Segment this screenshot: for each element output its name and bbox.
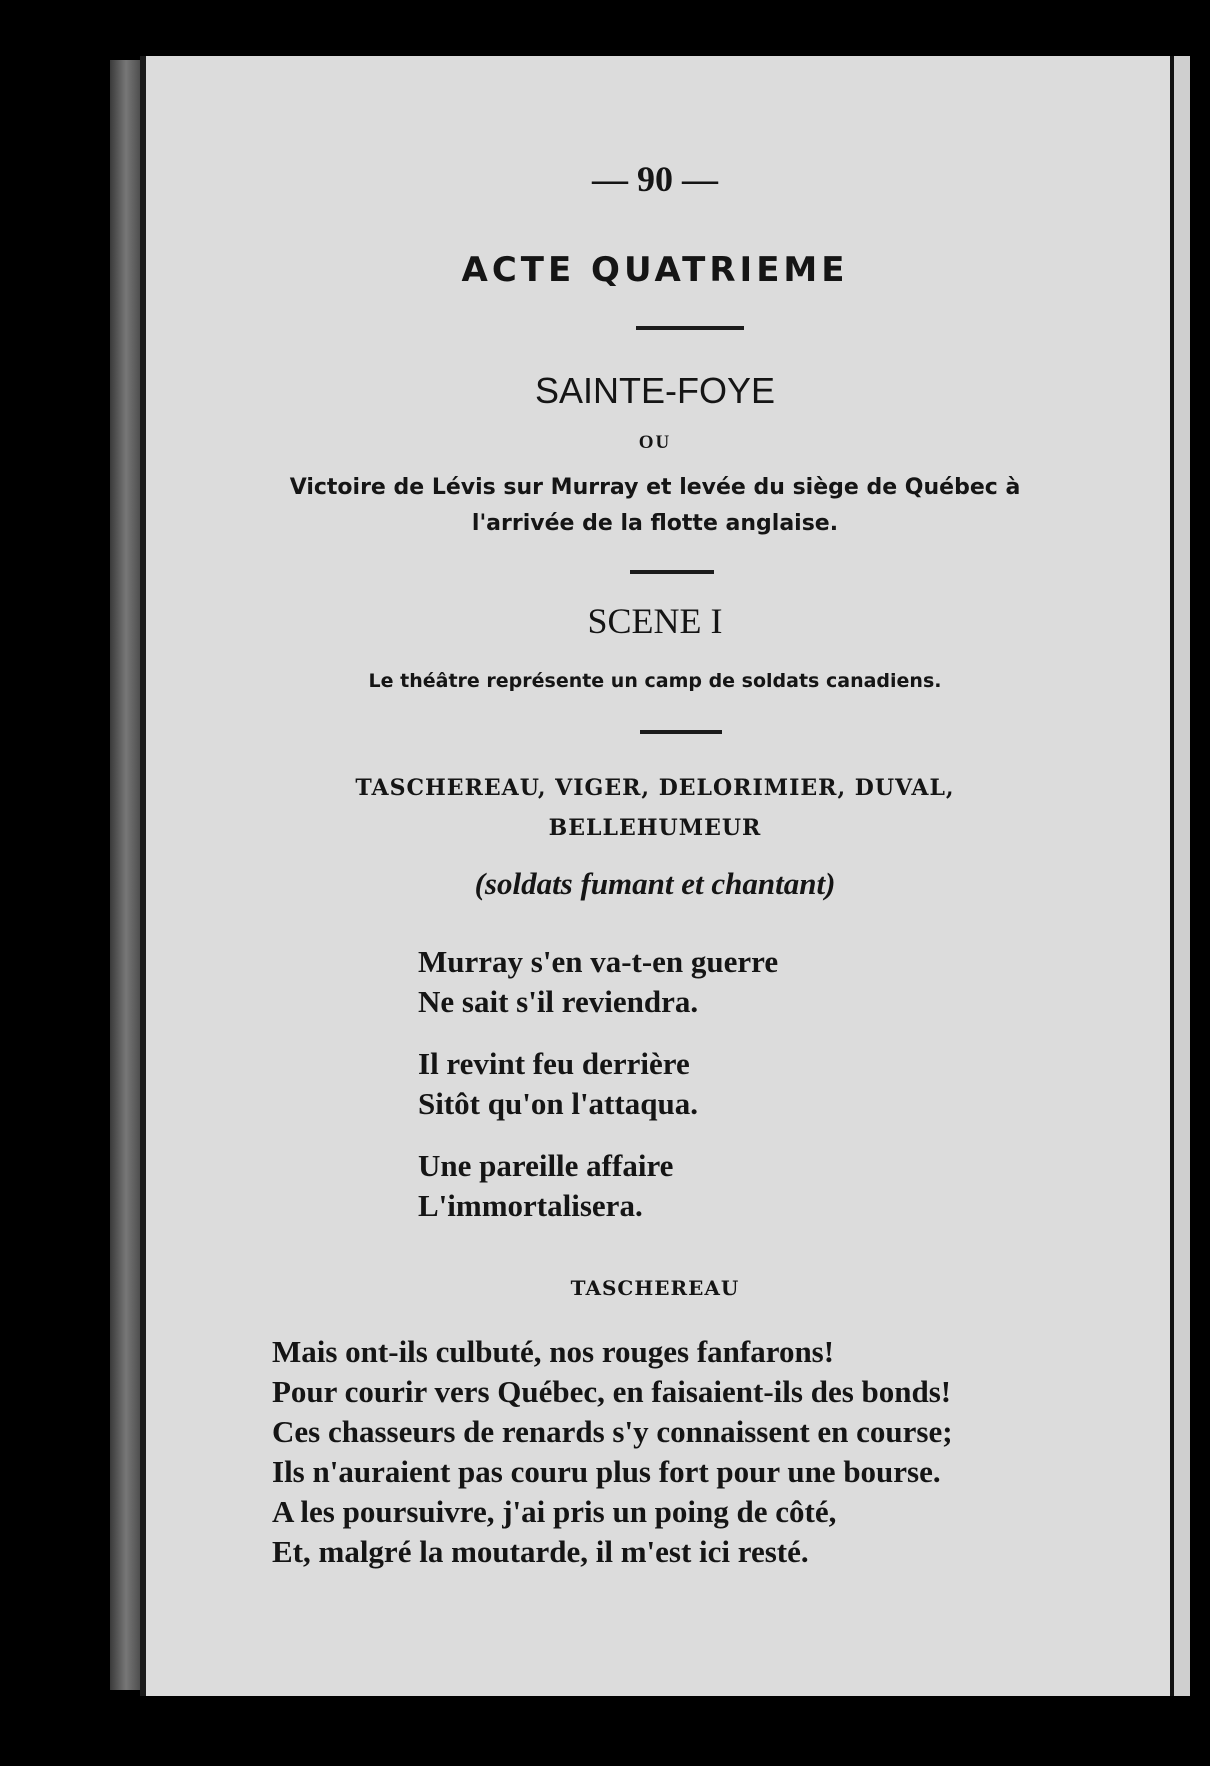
speech-block [272, 1332, 1112, 1572]
subtitle-line-1: Victoire de Lévis sur Murray et levée du siège de Québec à [289, 475, 1021, 500]
page-number: — 90 — [592, 159, 718, 199]
character-list-line-2: BELLEHUMEUR [548, 815, 762, 841]
song-stanza [418, 942, 778, 1022]
speech-line: Ils n'auraient pas couru plus fort pour une bourse. [272, 1454, 941, 1489]
connector-word: OU [638, 432, 672, 453]
song-stanza [418, 1044, 698, 1124]
song-stanza [418, 1146, 673, 1226]
speech-line: A les poursuivre, j'ai pris un poing de côté, [272, 1494, 837, 1529]
scene-title: SCENE I [587, 601, 723, 641]
speaker-name: TASCHEREAU [570, 1276, 740, 1300]
speech-line: Ces chasseurs de renards s'y connaissent en course; [272, 1414, 953, 1449]
action-direction: (soldats fumant et chantant) [474, 866, 836, 901]
divider-rule [640, 730, 722, 734]
place-title: SAINTE-FOYE [534, 370, 776, 411]
character-list [140, 768, 1170, 848]
act-subtitle [140, 470, 1170, 542]
character-list-line-1: TASCHEREAU, VIGER, DELORIMIER, DUVAL, [355, 775, 955, 801]
verse-line: L'immortalisera. [418, 1188, 643, 1223]
next-page-edge [1170, 56, 1190, 1696]
verse-line: Sitôt qu'on l'attaqua. [418, 1086, 698, 1121]
verse-line: Ne sait s'il reviendra. [418, 984, 699, 1019]
subtitle-line-2: l'arrivée de la flotte anglaise. [471, 511, 839, 536]
divider-rule [630, 570, 714, 574]
act-title: ACTE QUATRIEME [461, 250, 849, 290]
divider-rule [636, 326, 744, 330]
verse-line: Murray s'en va-t-en guerre [418, 944, 779, 979]
speech-line: Pour courir vers Québec, en faisaient-ils des bonds! [272, 1374, 952, 1409]
verse-line: Il revint feu derrière [418, 1046, 690, 1081]
stage-direction: Le théâtre représente un camp de soldats canadiens. [368, 670, 942, 692]
speech-line: Et, malgré la moutarde, il m'est ici resté. [272, 1534, 809, 1569]
speech-line: Mais ont-ils culbuté, nos rouges fanfarons! [272, 1334, 835, 1369]
verse-line: Une pareille affaire [418, 1148, 674, 1183]
